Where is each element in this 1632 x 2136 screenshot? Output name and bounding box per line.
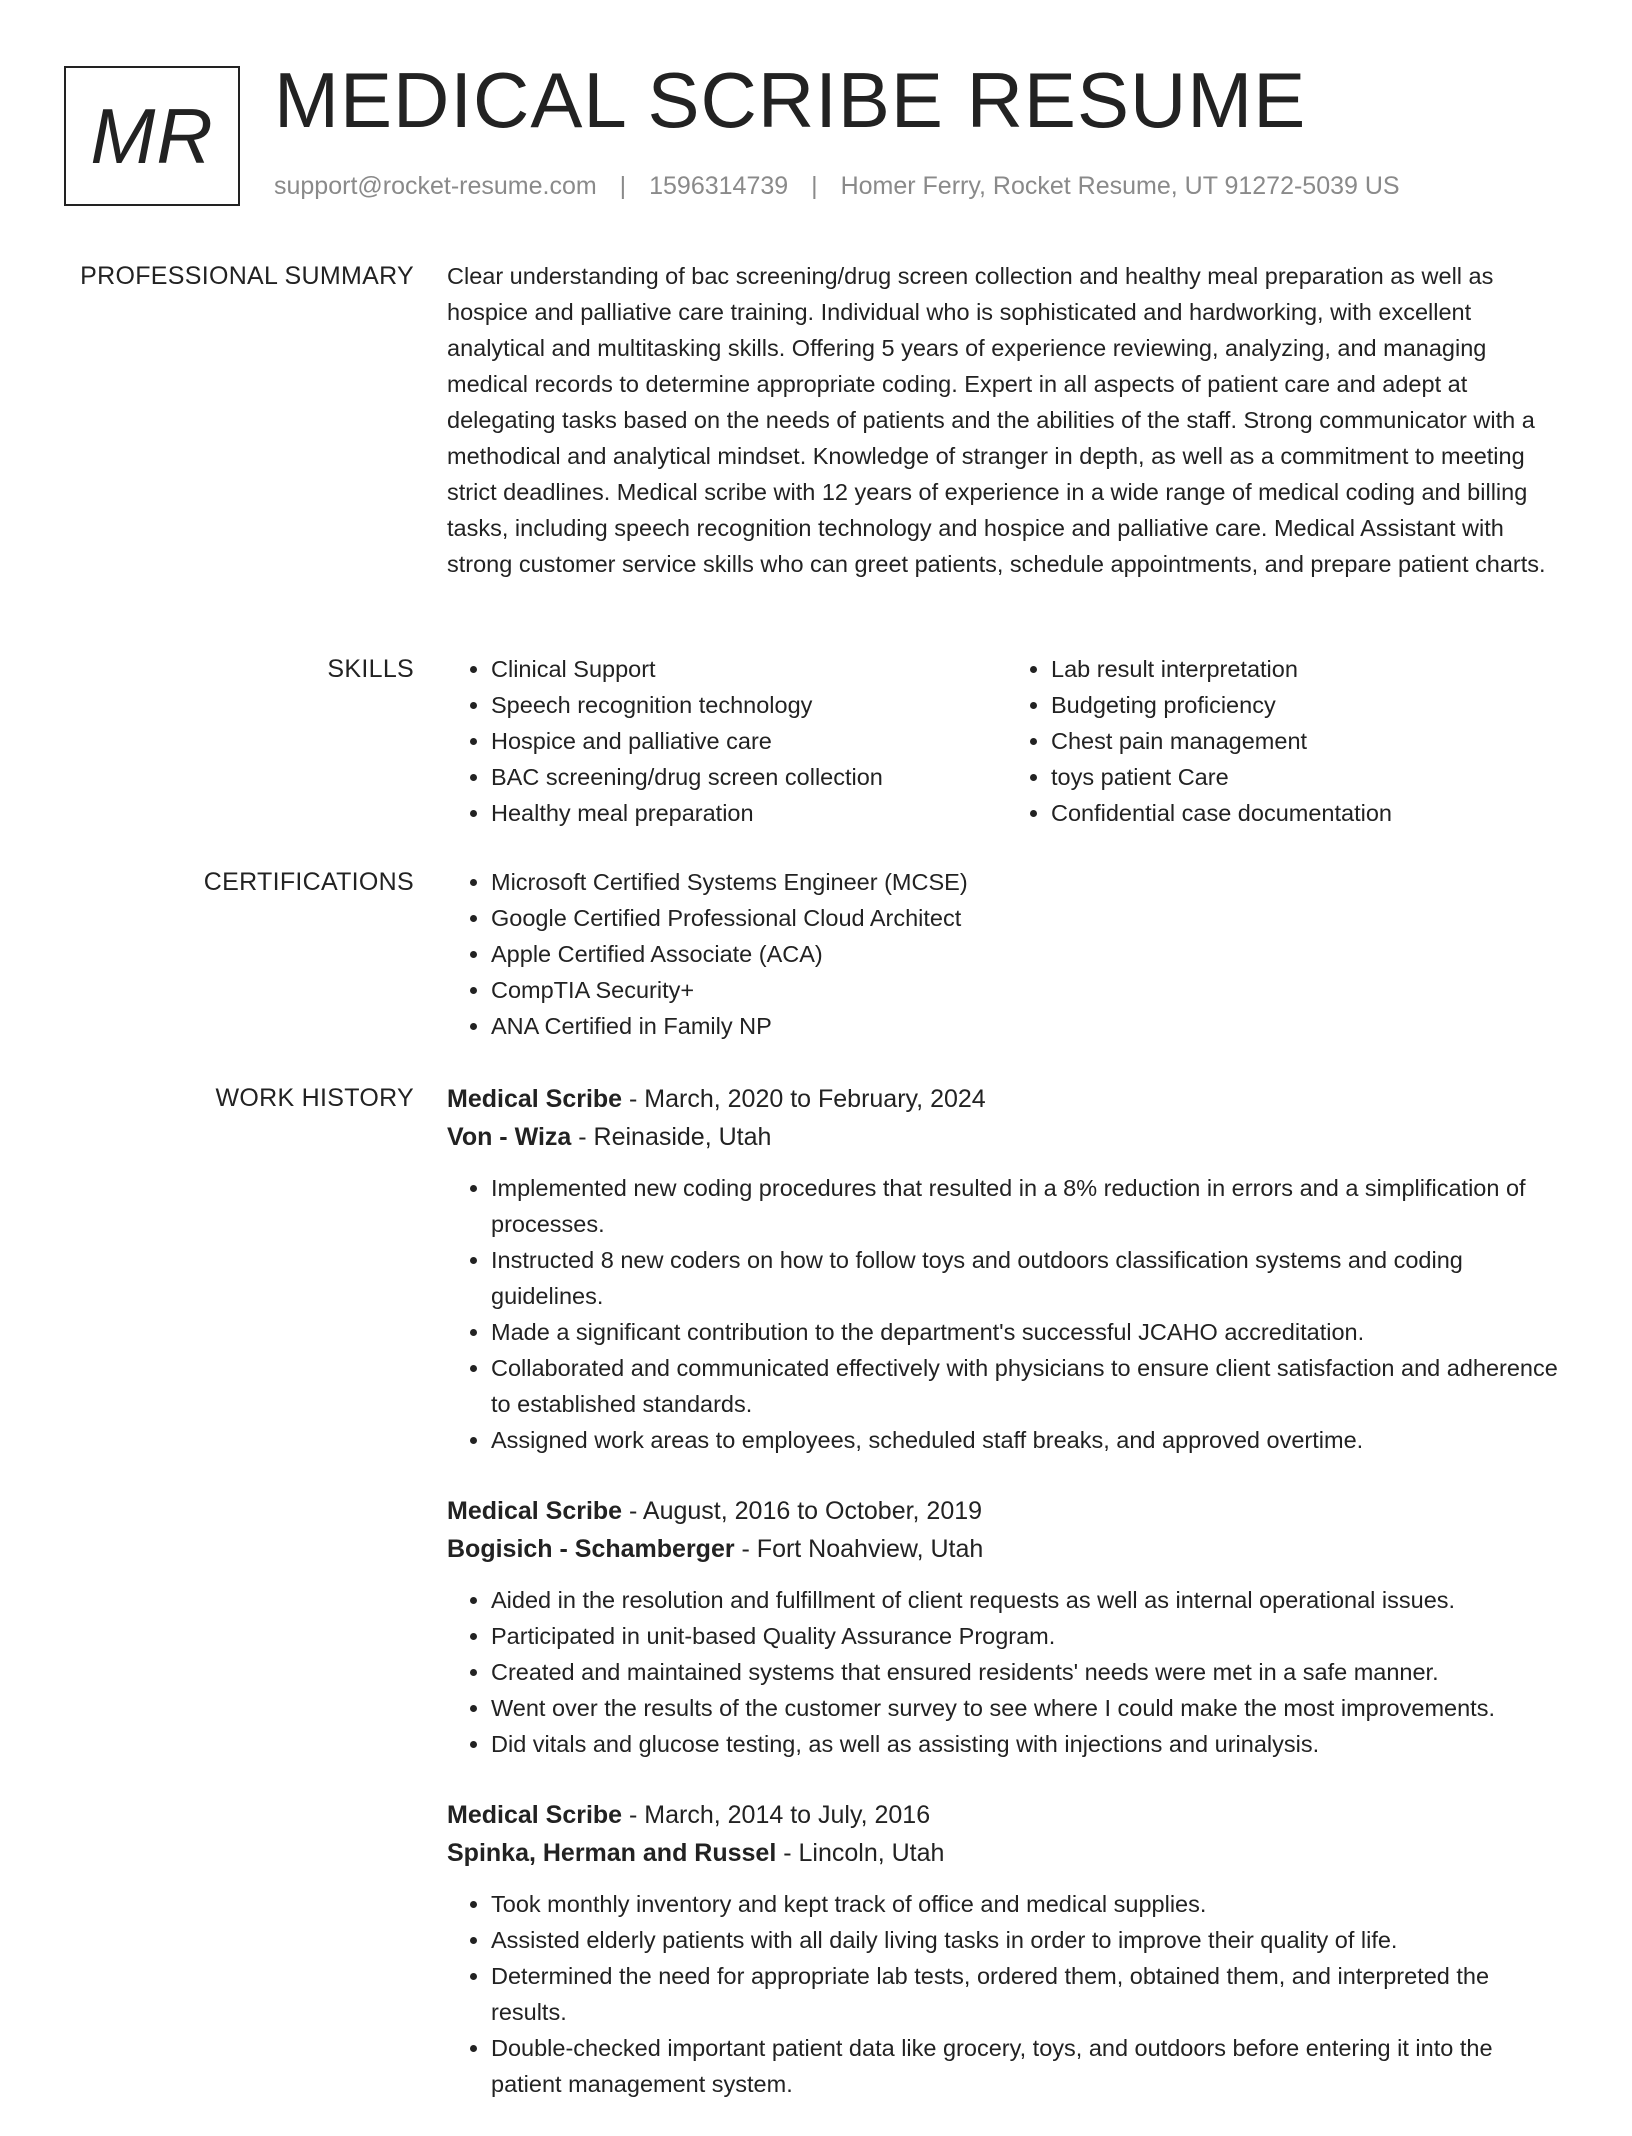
job-bullet: • Assigned work areas to employees, scheduled staff breaks, and approved overtime.: [491, 1422, 1567, 1458]
skill-item: • Speech recognition technology: [491, 687, 1007, 723]
monogram-logo: MR: [64, 66, 240, 206]
contact-phone: 1596314739: [649, 172, 789, 200]
skill-item: • Hospice and palliative care: [491, 723, 1007, 759]
skill-item: • toys patient Care: [1051, 759, 1567, 795]
job-bullet: • Went over the results of the customer survey to see where I could make the most improvements.: [491, 1690, 1567, 1726]
section-label-certifications: CERTIFICATIONS: [203, 868, 414, 896]
job-title: Medical Scribe: [447, 1497, 623, 1525]
job-title-line: [447, 1492, 1567, 1530]
job-entry: [447, 1080, 1567, 1458]
contact-line: [274, 172, 1400, 201]
page-title: MEDICAL SCRIBE RESUME: [274, 56, 1307, 144]
certification-item: • Microsoft Certified Systems Engineer (MCSE): [491, 864, 1567, 900]
job-bullet: • Took monthly inventory and kept track of office and medical supplies.: [491, 1886, 1567, 1922]
certification-item: • ANA Certified in Family NP: [491, 1008, 1567, 1044]
contact-separator: |: [619, 172, 627, 200]
job-dates: - March, 2020 to February, 2024: [622, 1085, 986, 1113]
job-entry: [447, 1796, 1567, 2102]
certification-item: • Google Certified Professional Cloud Architect: [491, 900, 1567, 936]
job-location: - Reinaside, Utah: [571, 1123, 772, 1151]
job-bullet: • Double-checked important patient data like grocery, toys, and outdoors before entering it into the patient management system.: [491, 2030, 1567, 2102]
certification-item: • Apple Certified Associate (ACA): [491, 936, 1567, 972]
job-bullets: [447, 1886, 1567, 2102]
skills-list-right: [1007, 651, 1567, 831]
certification-item: • CompTIA Security+: [491, 972, 1567, 1008]
contact-address: Homer Ferry, Rocket Resume, UT 91272-5039 US: [840, 172, 1400, 200]
contact-email: support@rocket-resume.com: [274, 172, 597, 200]
job-title: Medical Scribe: [447, 1801, 623, 1829]
job-bullet: • Participated in unit-based Quality Assurance Program.: [491, 1618, 1567, 1654]
job-company-line: [447, 1834, 1567, 1872]
section-label-summary: PROFESSIONAL SUMMARY: [80, 262, 414, 290]
certifications-list: [447, 864, 1567, 1044]
section-label-work-history: WORK HISTORY: [215, 1084, 414, 1112]
job-company-line: [447, 1118, 1567, 1156]
job-title: Medical Scribe: [447, 1085, 623, 1113]
certifications-body: [447, 864, 1567, 1044]
job-bullet: • Did vitals and glucose testing, as well as assisting with injections and urinalysis.: [491, 1726, 1567, 1762]
job-bullet: • Made a significant contribution to the department's successful JCAHO accreditation.: [491, 1314, 1567, 1350]
job-bullet: • Created and maintained systems that ensured residents' needs were met in a safe manner.: [491, 1654, 1567, 1690]
summary-body: [447, 258, 1567, 582]
job-bullet: • Assisted elderly patients with all daily living tasks in order to improve their quality of life.: [491, 1922, 1567, 1958]
contact-separator: |: [811, 172, 818, 200]
skill-item: • Clinical Support: [491, 651, 1007, 687]
skill-item: • Healthy meal preparation: [491, 795, 1007, 831]
section-label-skills: SKILLS: [327, 655, 414, 683]
job-company: Von - Wiza: [447, 1123, 572, 1151]
job-title-line: [447, 1080, 1567, 1118]
skills-list-left: [447, 651, 1007, 831]
job-location: - Fort Noahview, Utah: [734, 1535, 984, 1563]
job-title-line: [447, 1796, 1567, 1834]
job-bullet: • Collaborated and communicated effectively with physicians to ensure client satisfaction and adherence to established standards.: [491, 1350, 1567, 1422]
summary-text: Clear understanding of bac screening/drug screen collection and healthy meal preparation as well as hospice and palliative care training. Individual who is sophisticated and hardworking, with excellent analytical and multitasking skills. Offering 5 years of experience reviewing, analyzing, and managing medical records to determine appropriate coding. Expert in all aspects of patient care and adept at delegating tasks based on the needs of patients and the abilities of the staff. Strong communicator with a methodical and analytical mindset. Knowledge of stranger in depth, as well as a commitment to meeting strict deadlines. Medical scribe with 12 years of experience in a wide range of medical coding and billing tasks, including speech recognition technology and hospice and palliative care. Medical Assistant with strong customer service skills who can greet patients, schedule appointments, and prepare patient charts.: [447, 263, 1546, 577]
job-bullet: • Instructed 8 new coders on how to follow toys and outdoors classification systems and coding guidelines.: [491, 1242, 1567, 1314]
skill-item: • BAC screening/drug screen collection: [491, 759, 1007, 795]
job-bullet: • Aided in the resolution and fulfillment of client requests as well as internal operational issues.: [491, 1582, 1567, 1618]
skill-item: • Chest pain management: [1051, 723, 1567, 759]
job-bullet: • Determined the need for appropriate lab tests, ordered them, obtained them, and interpreted the results.: [491, 1958, 1567, 2030]
skill-item: • Budgeting proficiency: [1051, 687, 1567, 723]
job-entry: [447, 1492, 1567, 1762]
work-history-body: [447, 1080, 1567, 2136]
job-bullet: • Implemented new coding procedures that resulted in a 8% reduction in errors and a simplification of processes.: [491, 1170, 1567, 1242]
job-company-line: [447, 1530, 1567, 1568]
skill-item: • Confidential case documentation: [1051, 795, 1567, 831]
job-bullets: [447, 1582, 1567, 1762]
job-company: Bogisich - Schamberger: [447, 1535, 735, 1563]
job-bullets: [447, 1170, 1567, 1458]
job-dates: - August, 2016 to October, 2019: [622, 1497, 983, 1525]
job-location: - Lincoln, Utah: [776, 1839, 945, 1867]
skills-body: [447, 651, 1567, 831]
job-dates: - March, 2014 to July, 2016: [622, 1801, 931, 1829]
skill-item: • Lab result interpretation: [1051, 651, 1567, 687]
job-company: Spinka, Herman and Russel: [447, 1839, 777, 1867]
